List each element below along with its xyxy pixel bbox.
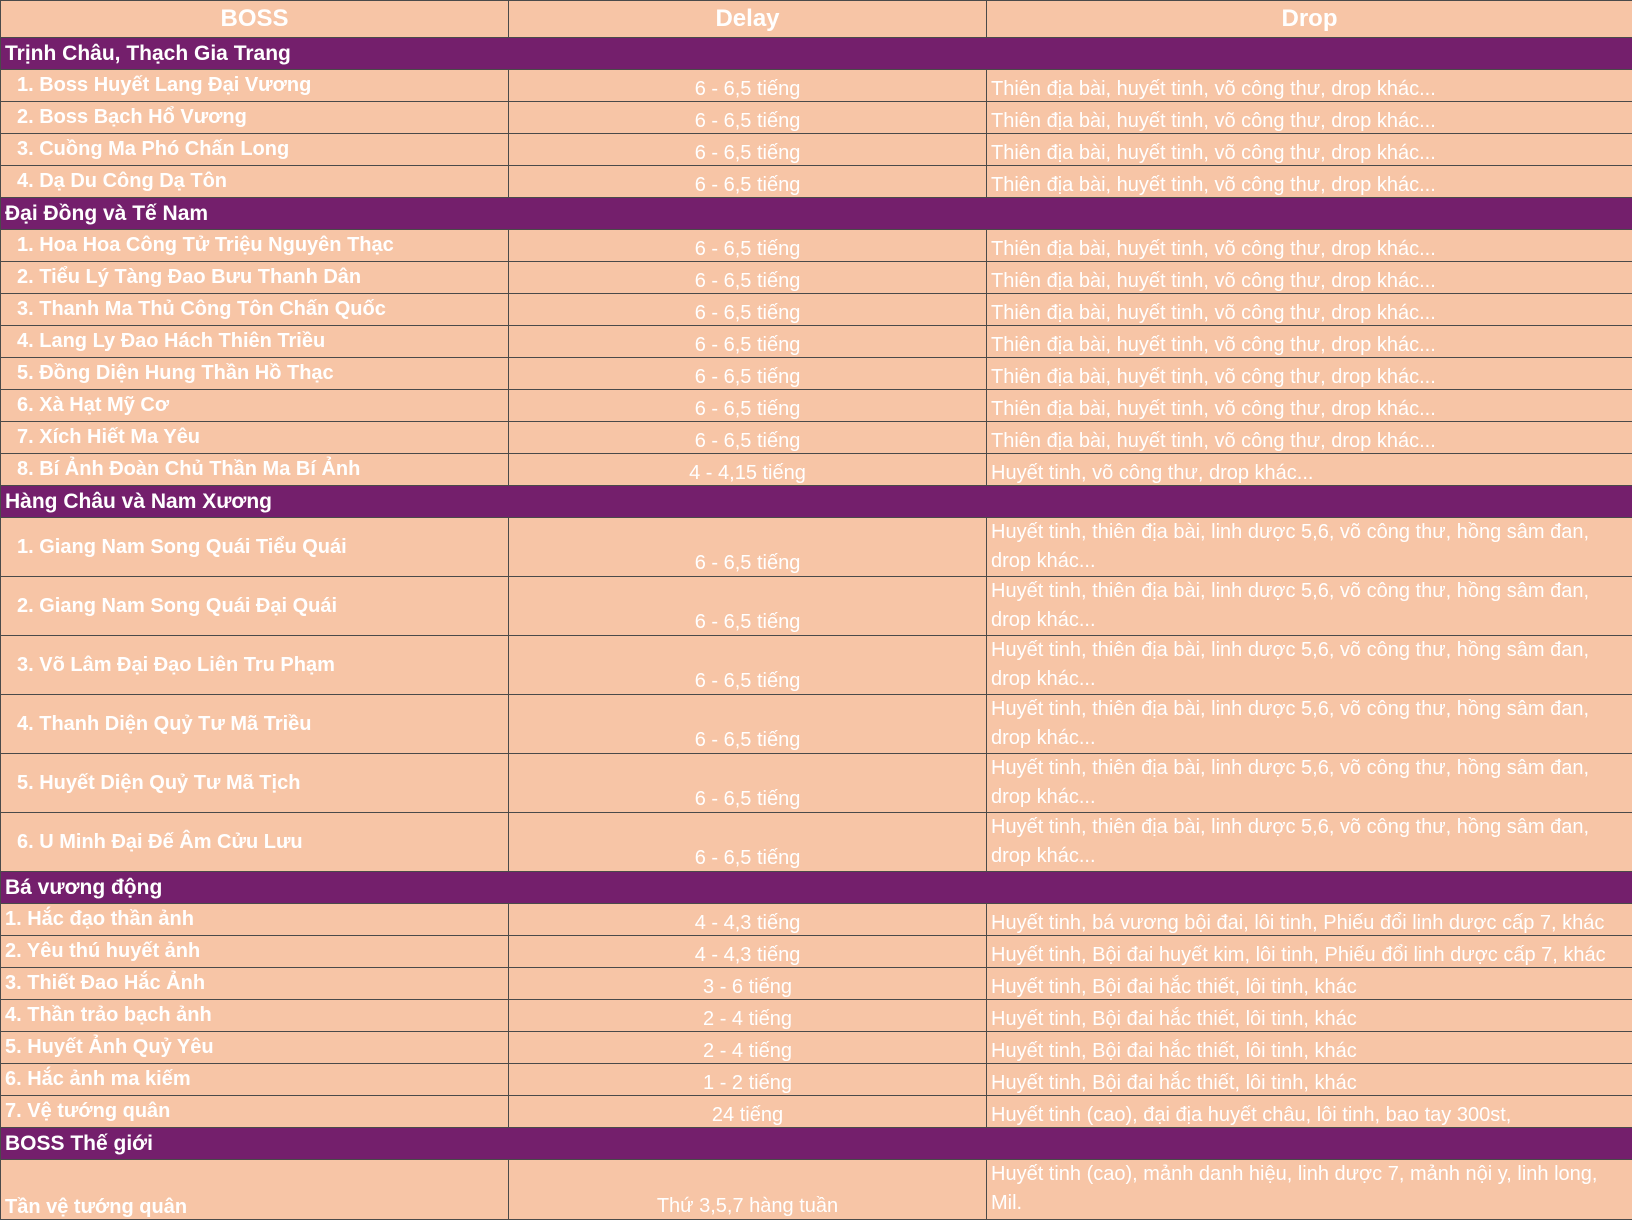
- boss-name-cell[interactable]: 6. Xà Hạt Mỹ Cơ: [1, 390, 509, 422]
- drop-cell[interactable]: Thiên địa bài, huyết tinh, võ công thư, drop khác...: [987, 326, 1632, 358]
- drop-cell[interactable]: Thiên địa bài, huyết tinh, võ công thư, drop khác...: [987, 230, 1632, 262]
- delay-cell[interactable]: 6 - 6,5 tiếng: [509, 262, 987, 294]
- boss-name-cell[interactable]: 7. Xích Hiết Ma Yêu: [1, 422, 509, 454]
- table-row: [1, 636, 1632, 695]
- section-title[interactable]: Trịnh Châu, Thạch Gia Trang: [1, 38, 1632, 70]
- header-drop[interactable]: Drop: [987, 1, 1632, 38]
- drop-cell[interactable]: Huyết tinh, thiên địa bài, linh dược 5,6, võ công thư, hồng sâm đan, drop khác...: [987, 518, 1632, 577]
- delay-cell[interactable]: 6 - 6,5 tiếng: [509, 70, 987, 102]
- boss-name-cell[interactable]: 1. Giang Nam Song Quái Tiểu Quái: [1, 518, 509, 577]
- table-row: [1, 230, 1632, 262]
- delay-cell[interactable]: 1 - 2 tiếng: [509, 1064, 987, 1096]
- delay-cell[interactable]: Thứ 3,5,7 hàng tuần: [509, 1160, 987, 1220]
- delay-cell[interactable]: 24 tiếng: [509, 1096, 987, 1128]
- delay-cell[interactable]: 3 - 6 tiếng: [509, 968, 987, 1000]
- drop-cell[interactable]: Huyết tinh, Bội đai hắc thiết, lôi tinh, khác: [987, 1000, 1632, 1032]
- boss-name-cell[interactable]: 2. Yêu thú huyết ảnh: [1, 936, 509, 968]
- drop-cell[interactable]: Huyết tinh, thiên địa bài, linh dược 5,6, võ công thư, hồng sâm đan, drop khác...: [987, 695, 1632, 754]
- delay-cell[interactable]: 6 - 6,5 tiếng: [509, 358, 987, 390]
- header-boss[interactable]: BOSS: [1, 1, 509, 38]
- boss-name-cell[interactable]: 4. Thần trảo bạch ảnh: [1, 1000, 509, 1032]
- drop-cell[interactable]: Thiên địa bài, huyết tinh, võ công thư, drop khác...: [987, 390, 1632, 422]
- drop-cell[interactable]: Huyết tinh, võ công thư, drop khác...: [987, 454, 1632, 486]
- section-header-row: [1, 38, 1632, 70]
- drop-cell[interactable]: Huyết tinh (cao), mảnh danh hiệu, linh dược 7, mảnh nội y, linh long, Mil.: [987, 1160, 1632, 1220]
- table-row: [1, 577, 1632, 636]
- drop-cell[interactable]: Thiên địa bài, huyết tinh, võ công thư, drop khác...: [987, 358, 1632, 390]
- table-row: [1, 134, 1632, 166]
- section-title[interactable]: Bá vương động: [1, 872, 1632, 904]
- table-row: [1, 102, 1632, 134]
- drop-cell[interactable]: Huyết tinh, Bội đai huyết kim, lôi tinh, Phiếu đổi linh dược cấp 7, khác: [987, 936, 1632, 968]
- boss-name-cell[interactable]: 2. Boss Bạch Hổ Vương: [1, 102, 509, 134]
- drop-cell[interactable]: Thiên địa bài, huyết tinh, võ công thư, drop khác...: [987, 166, 1632, 198]
- boss-name-cell[interactable]: 7. Vệ tướng quân: [1, 1096, 509, 1128]
- boss-name-cell[interactable]: 2. Tiểu Lý Tàng Đao Bưu Thanh Dân: [1, 262, 509, 294]
- delay-cell[interactable]: 6 - 6,5 tiếng: [509, 754, 987, 813]
- boss-name-cell[interactable]: 3. Cuồng Ma Phó Chấn Long: [1, 134, 509, 166]
- delay-cell[interactable]: 4 - 4,15 tiếng: [509, 454, 987, 486]
- section-title[interactable]: Hàng Châu và Nam Xương: [1, 486, 1632, 518]
- section-title[interactable]: BOSS Thế giới: [1, 1128, 1632, 1160]
- delay-cell[interactable]: 6 - 6,5 tiếng: [509, 813, 987, 872]
- delay-cell[interactable]: 2 - 4 tiếng: [509, 1032, 987, 1064]
- table-row: [1, 1000, 1632, 1032]
- delay-cell[interactable]: 6 - 6,5 tiếng: [509, 518, 987, 577]
- boss-name-cell[interactable]: 1. Hắc đạo thần ảnh: [1, 904, 509, 936]
- table-row: [1, 968, 1632, 1000]
- drop-cell[interactable]: Huyết tinh, Bội đai hắc thiết, lôi tinh, khác: [987, 1032, 1632, 1064]
- section-header-row: [1, 486, 1632, 518]
- drop-cell[interactable]: Thiên địa bài, huyết tinh, võ công thư, drop khác...: [987, 262, 1632, 294]
- delay-cell[interactable]: 4 - 4,3 tiếng: [509, 936, 987, 968]
- table-row: [1, 358, 1632, 390]
- table-row: [1, 1096, 1632, 1128]
- section-header-row: [1, 198, 1632, 230]
- boss-name-cell[interactable]: Tần vệ tướng quân: [1, 1160, 509, 1220]
- drop-cell[interactable]: Thiên địa bài, huyết tinh, võ công thư, drop khác...: [987, 102, 1632, 134]
- delay-cell[interactable]: 6 - 6,5 tiếng: [509, 230, 987, 262]
- table-row: [1, 518, 1632, 577]
- table-row: [1, 936, 1632, 968]
- boss-name-cell[interactable]: 6. Hắc ảnh ma kiếm: [1, 1064, 509, 1096]
- section-title[interactable]: Đại Đồng và Tế Nam: [1, 198, 1632, 230]
- boss-name-cell[interactable]: 3. Thanh Ma Thủ Công Tôn Chấn Quốc: [1, 294, 509, 326]
- delay-cell[interactable]: 2 - 4 tiếng: [509, 1000, 987, 1032]
- table-row: [1, 1160, 1632, 1220]
- table-row: [1, 166, 1632, 198]
- delay-cell[interactable]: 6 - 6,5 tiếng: [509, 294, 987, 326]
- delay-cell[interactable]: 4 - 4,3 tiếng: [509, 904, 987, 936]
- delay-cell[interactable]: 6 - 6,5 tiếng: [509, 134, 987, 166]
- section-header-row: [1, 1128, 1632, 1160]
- drop-cell[interactable]: Thiên địa bài, huyết tinh, võ công thư, drop khác...: [987, 70, 1632, 102]
- boss-name-cell[interactable]: 2. Giang Nam Song Quái Đại Quái: [1, 577, 509, 636]
- boss-name-cell[interactable]: 4. Thanh Diện Quỷ Tư Mã Triều: [1, 695, 509, 754]
- delay-cell[interactable]: 6 - 6,5 tiếng: [509, 422, 987, 454]
- table-row: [1, 1032, 1632, 1064]
- header-row: [1, 1, 1632, 38]
- delay-cell[interactable]: 6 - 6,5 tiếng: [509, 695, 987, 754]
- boss-name-cell[interactable]: 1. Hoa Hoa Công Tử Triệu Nguyên Thạc: [1, 230, 509, 262]
- delay-cell[interactable]: 6 - 6,5 tiếng: [509, 390, 987, 422]
- drop-cell[interactable]: Huyết tinh, thiên địa bài, linh dược 5,6, võ công thư, hồng sâm đan, drop khác...: [987, 577, 1632, 636]
- drop-cell[interactable]: Huyết tinh, bá vương bội đai, lôi tinh, Phiếu đổi linh dược cấp 7, khác: [987, 904, 1632, 936]
- table-row: [1, 904, 1632, 936]
- boss-name-cell[interactable]: 3. Võ Lâm Đại Đạo Liên Tru Phạm: [1, 636, 509, 695]
- table-row: [1, 422, 1632, 454]
- boss-name-cell[interactable]: 5. Huyết Ảnh Quỷ Yêu: [1, 1032, 509, 1064]
- table-row: [1, 262, 1632, 294]
- drop-cell[interactable]: Huyết tinh, thiên địa bài, linh dược 5,6, võ công thư, hồng sâm đan, drop khác...: [987, 636, 1632, 695]
- delay-cell[interactable]: 6 - 6,5 tiếng: [509, 166, 987, 198]
- drop-cell[interactable]: Thiên địa bài, huyết tinh, võ công thư, drop khác...: [987, 134, 1632, 166]
- table-row: [1, 70, 1632, 102]
- drop-cell[interactable]: Thiên địa bài, huyết tinh, võ công thư, drop khác...: [987, 294, 1632, 326]
- delay-cell[interactable]: 6 - 6,5 tiếng: [509, 326, 987, 358]
- boss-name-cell[interactable]: 3. Thiết Đao Hắc Ảnh: [1, 968, 509, 1000]
- drop-cell[interactable]: Huyết tinh, Bội đai hắc thiết, lôi tinh, khác: [987, 1064, 1632, 1096]
- boss-name-cell[interactable]: 6. U Minh Đại Đế Âm Cửu Lưu: [1, 813, 509, 872]
- boss-name-cell[interactable]: 5. Huyết Diện Quỷ Tư Mã Tịch: [1, 754, 509, 813]
- delay-cell[interactable]: 6 - 6,5 tiếng: [509, 102, 987, 134]
- drop-cell[interactable]: Huyết tinh (cao), đại địa huyết châu, lôi tinh, bao tay 300st,: [987, 1096, 1632, 1128]
- drop-cell[interactable]: Huyết tinh, Bội đai hắc thiết, lôi tinh, khác: [987, 968, 1632, 1000]
- table-row: [1, 390, 1632, 422]
- table-row: [1, 695, 1632, 754]
- table-row: [1, 294, 1632, 326]
- table-row: [1, 326, 1632, 358]
- drop-cell[interactable]: Huyết tinh, thiên địa bài, linh dược 5,6, võ công thư, hồng sâm đan, drop khác...: [987, 754, 1632, 813]
- drop-cell[interactable]: Huyết tinh, thiên địa bài, linh dược 5,6, võ công thư, hồng sâm đan, drop khác...: [987, 813, 1632, 872]
- table-row: [1, 454, 1632, 486]
- table-row: [1, 754, 1632, 813]
- table-row: [1, 813, 1632, 872]
- boss-name-cell[interactable]: 5. Đồng Diện Hung Thần Hồ Thạc: [1, 358, 509, 390]
- delay-cell[interactable]: 6 - 6,5 tiếng: [509, 636, 987, 695]
- delay-cell[interactable]: 6 - 6,5 tiếng: [509, 577, 987, 636]
- boss-name-cell[interactable]: 8. Bí Ảnh Đoàn Chủ Thần Ma Bí Ảnh: [1, 454, 509, 486]
- header-delay[interactable]: Delay: [509, 1, 987, 38]
- section-header-row: [1, 872, 1632, 904]
- boss-name-cell[interactable]: 1. Boss Huyết Lang Đại Vương: [1, 70, 509, 102]
- table-row: [1, 1064, 1632, 1096]
- drop-cell[interactable]: Thiên địa bài, huyết tinh, võ công thư, drop khác...: [987, 422, 1632, 454]
- boss-name-cell[interactable]: 4. Lang Ly Đao Hách Thiên Triều: [1, 326, 509, 358]
- boss-name-cell[interactable]: 4. Dạ Du Công Dạ Tôn: [1, 166, 509, 198]
